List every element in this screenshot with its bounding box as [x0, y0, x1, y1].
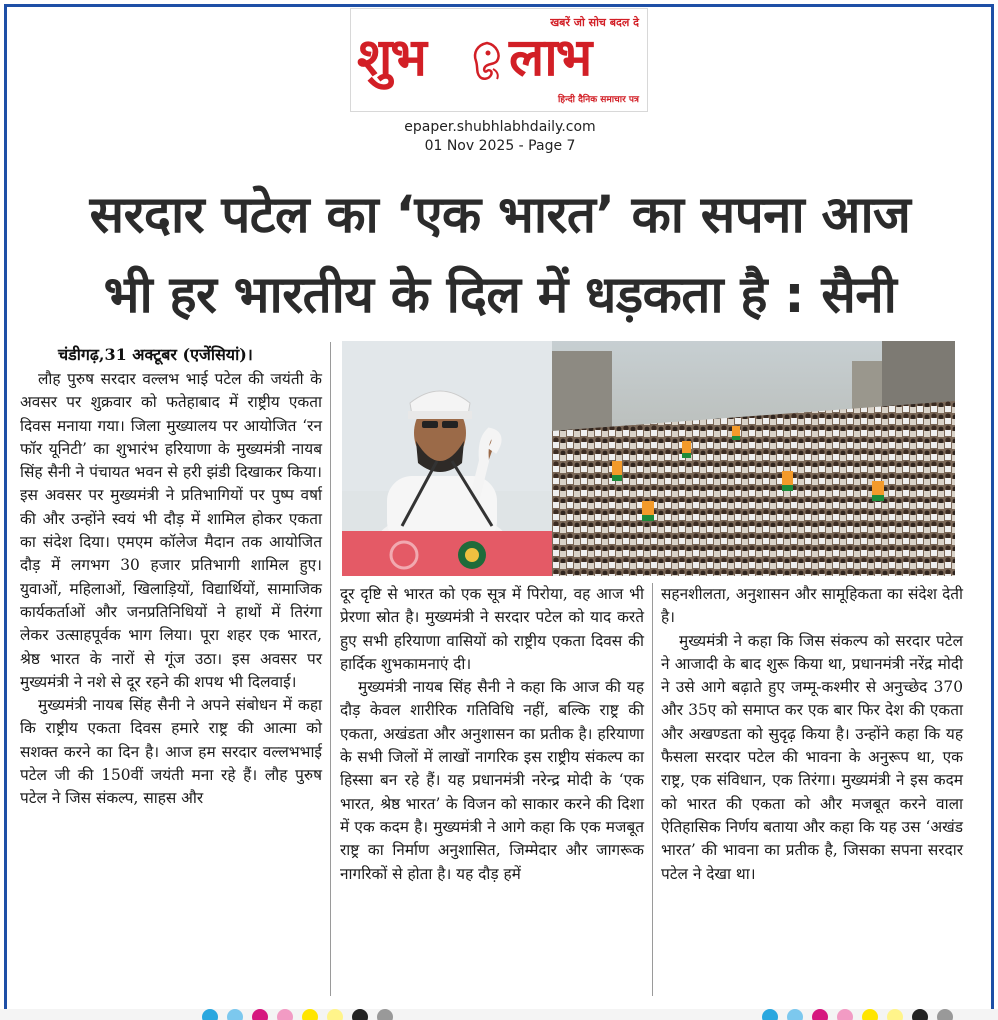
headline-line-1: सरदार पटेल का ‘एक भारत’ का सपना आज — [89, 186, 911, 245]
logo-word-right: लाभ — [509, 28, 591, 88]
logo-word-left: शुभ — [357, 28, 425, 88]
headline-line-2: भी हर भारतीय के दिल में धड़कता है : सैनी — [103, 266, 897, 325]
column-divider — [330, 342, 331, 996]
photo-run-for-unity-crowd — [552, 341, 955, 576]
article-dateline: चंडीगढ़,31 अक्टूबर (एजेंसियां)। — [58, 345, 253, 364]
paragraph: लौह पुरुष सरदार वल्लभ भाई पटेल की जयंती के अवसर पर शुक्रवार को फतेहाबाद में राष्ट्रीय एकता दिवस मनाया गया। जिला मुख्यालय पर आयोजित ‘रन फॉर यूनिटी’ का शुभारंभ हरियाणा के मुख्यमंत्री नायब सिंह सैनी ने पंचायत भवन से हरी झंडी दिखाकर किया। इस अवसर पर मुख्यमंत्री ने प्रतिभागियों पर पुष्प वर्षा की और उन्होंने स्वयं भी दौड़ में शामिल होकर एकता का संदेश दिया। एमएम कॉलेज मैदान तक आयोजित दौड़ में लगभग 30 हजार प्रतिभागी शामिल हुए। युवाओं, महिलाओं, खिलाड़ियों, विद्यार्थियों, सामाजिक कार्यकर्ताओं और जनप्रतिनिधियों ने हाथों में तिरंगा लेकर उत्साहपूर्वक भाग लिया। पूरा शहर एक भारत, श्रेष्ठ भारत के नारों से गूंज उठा। इस अवसर पर मुख्यमंत्री ने नशे से दूर रहने की शपथ भी दिलवाई। — [20, 370, 322, 691]
paragraph: मुख्यमंत्री नायब सिंह सैनी ने अपने संबोधन में कहा कि राष्ट्रीय एकता दिवस हमारे राष्ट्र की आत्मा को सशक्त करने का दिन है। आज हम सरदार वल्लभभाई पटेल जी की 150वीं जयंती मना रहे हैं। लौह पुरुष पटेल ने जिस संकल्प, साहस और — [20, 696, 322, 808]
article-column-3 — [661, 583, 963, 886]
photo-chief-minister-speaking — [342, 341, 552, 576]
epaper-date: 01 Nov 2025 - Page 7 — [424, 138, 576, 154]
masthead-tagline: खबरें जो सोच बदल दे — [550, 16, 639, 29]
article-headline — [20, 176, 980, 336]
paragraph: मुख्यमंत्री नायब सिंह सैनी ने कहा कि आज की यह दौड़ केवल शारीरिक गतिविधि नहीं, बल्कि राष्ट्र की एकता, अखंडता और अनुशासन का प्रतीक है। हरियाणा के सभी जिलों में लाखों नागरिक इस राष्ट्रीय संकल्प का हिस्सा बन रहे हैं। यह प्रधानमंत्री नरेन्द्र मोदी के ‘एक भारत, श्रेष्ठ भारत’ के विजन को साकार करने की दिशा में एक कदम है। मुख्यमंत्री ने आगे कहा कि एक मजबूत राष्ट्र का निर्माण अनुशासित, जिम्मेदार और जागरूक नागरिकों से होता है। यह दौड़ हमें — [340, 678, 644, 883]
article-column-2 — [340, 583, 644, 886]
article-column-1 — [20, 368, 322, 811]
paragraph: सहनशीलता, अनुशासन और सामूहिकता का संदेश देती है। — [661, 585, 963, 627]
paragraph: दूर दृष्टि से भारत को एक सूत्र में पिरोया, वह आज भी प्रेरणा स्रोत है। मुख्यमंत्री ने सरदार पटेल को याद करते हुए सभी हरियाणा वासियों को राष्ट्रीय एकता दिवस की हार्दिक शुभकामनाएं दी। — [340, 585, 644, 673]
masthead-logo — [350, 8, 648, 112]
speaker-illustration — [342, 341, 552, 576]
paragraph: मुख्यमंत्री ने कहा कि जिस संकल्प को सरदार पटेल ने आजादी के बाद शुरू किया था, प्रधानमंत्री नरेंद्र मोदी ने उसे आगे बढ़ाते हुए जम्मू-कश्मीर से अनुच्छेद 370 और 35ए को समाप्त कर एक बार फिर देश की एकता और अखण्डता को सुदृढ़ किया है। उन्होंने कहा कि यह फैसला सरदार पटेल की भावना के अनुरूप था, एक राष्ट्र, एक संविधान, एक तिरंगा। मुख्यमंत्री ने इस कदम को भारत की एकता को और मजबूत करने वाला ऐतिहासिक निर्णय बताया और कहा कि यह उस ‘अखंड भारत’ की भावना का प्रतीक है, जिसका सपना सरदार पटेल ने देखा था। — [661, 631, 963, 883]
masthead-subtagline: हिन्दी दैनिक समाचार पत्र — [557, 95, 639, 105]
column-divider — [652, 583, 653, 996]
epaper-url[interactable]: epaper.shubhlabhdaily.com — [404, 119, 596, 135]
crowd-illustration — [552, 341, 955, 576]
ganesh-emblem-icon — [467, 39, 507, 83]
print-registration-strip — [0, 1009, 998, 1020]
